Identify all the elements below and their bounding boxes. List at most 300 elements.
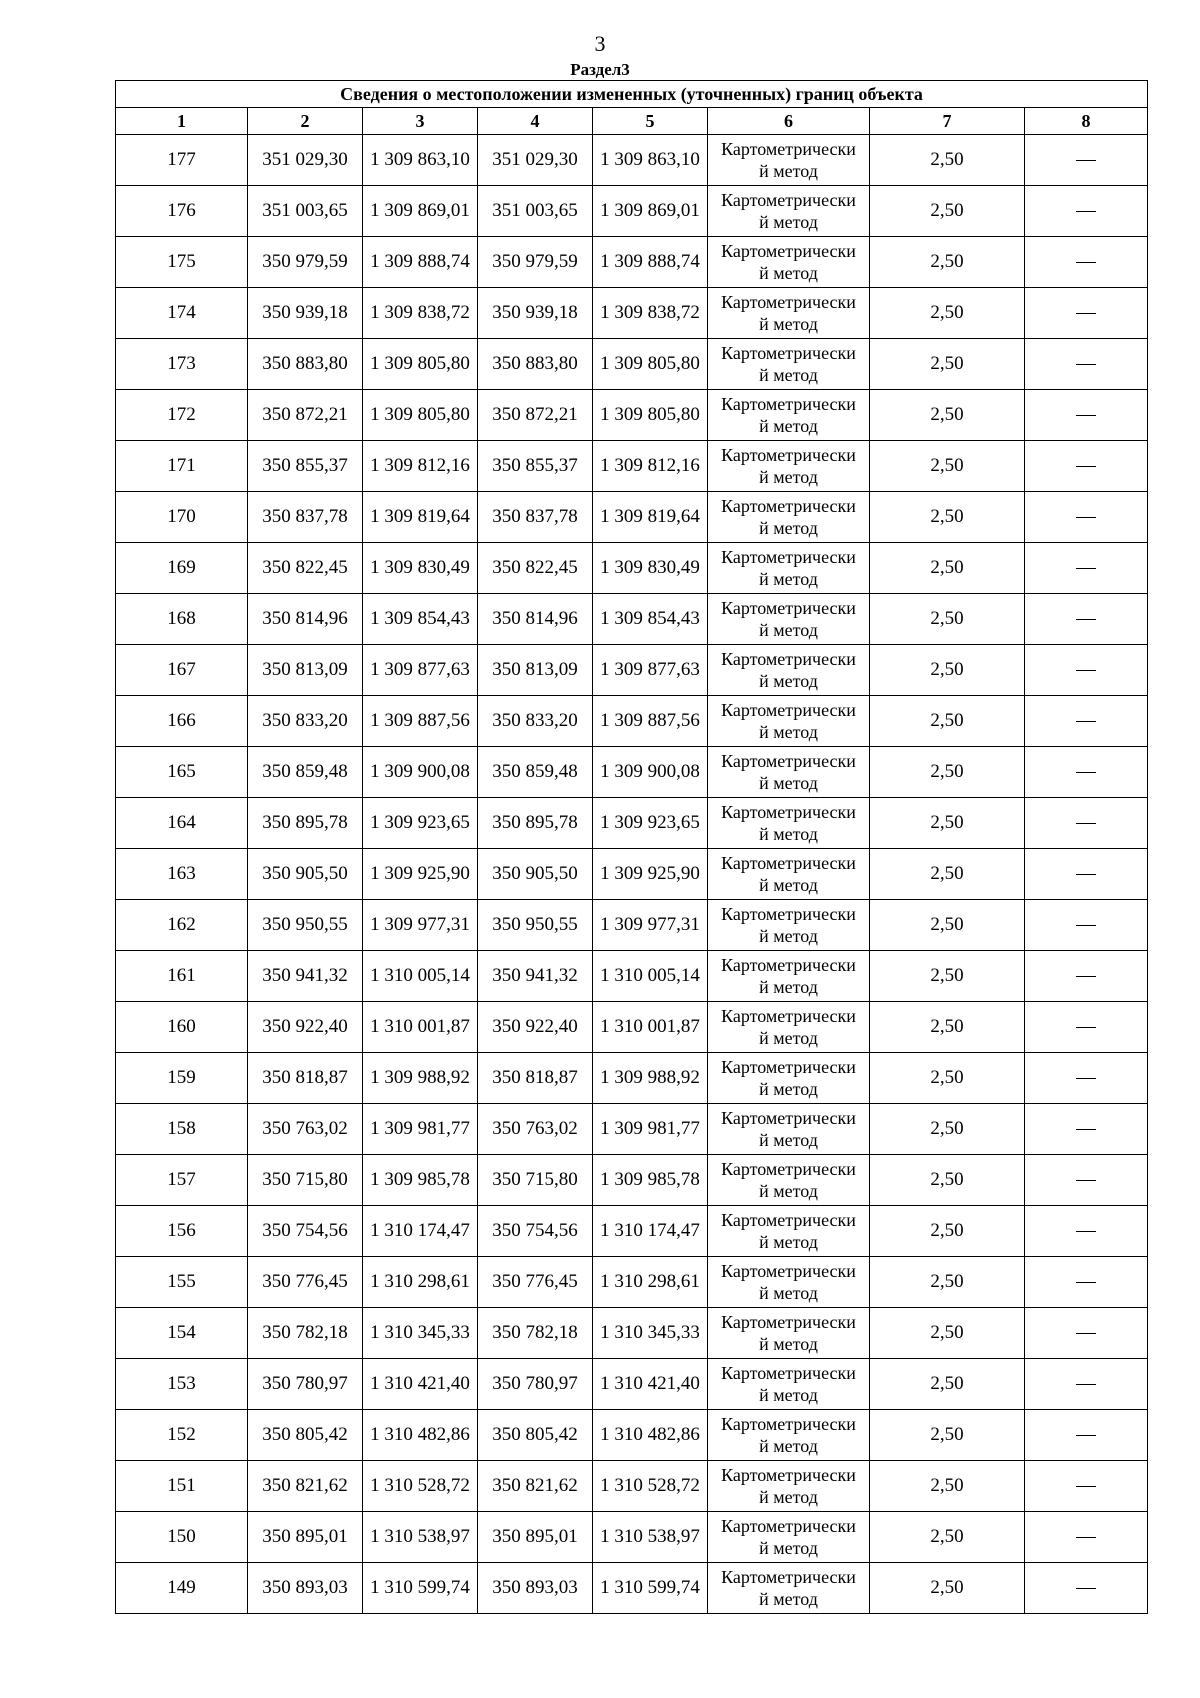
table-row (116, 1461, 1148, 1512)
dash-mark (1076, 1435, 1096, 1436)
dash-mark (1076, 313, 1096, 314)
point-number-cell: 161 (116, 951, 248, 1002)
method-line: Картометрически (721, 1006, 856, 1026)
existing-y-cell: 1 309 805,80 (363, 390, 478, 441)
method-cell (708, 1359, 870, 1410)
table-row (116, 1155, 1148, 1206)
dash-mark (1076, 517, 1096, 518)
existing-y-cell: 1 310 174,47 (363, 1206, 478, 1257)
existing-x-cell: 350 941,32 (248, 951, 363, 1002)
new-x-cell: 350 818,87 (478, 1053, 593, 1104)
method-line: Картометрически (721, 1312, 856, 1332)
dash-mark (1076, 1333, 1096, 1334)
existing-x-cell: 350 818,87 (248, 1053, 363, 1104)
new-y-cell: 1 309 925,90 (593, 849, 708, 900)
table-row (116, 798, 1148, 849)
existing-y-cell: 1 310 005,14 (363, 951, 478, 1002)
new-x-cell: 350 883,80 (478, 339, 593, 390)
new-x-cell: 350 893,03 (478, 1563, 593, 1614)
method-cell (708, 288, 870, 339)
accuracy-cell: 2,50 (870, 288, 1025, 339)
point-number-cell: 158 (116, 1104, 248, 1155)
existing-x-cell: 350 979,59 (248, 237, 363, 288)
description-cell (1025, 1461, 1148, 1512)
existing-y-cell: 1 310 599,74 (363, 1563, 478, 1614)
point-number-cell: 163 (116, 849, 248, 900)
method-line: й метод (759, 1232, 818, 1252)
method-line: й метод (759, 1589, 818, 1609)
new-y-cell: 1 310 298,61 (593, 1257, 708, 1308)
new-x-cell: 350 814,96 (478, 594, 593, 645)
existing-y-cell: 1 309 877,63 (363, 645, 478, 696)
new-y-cell: 1 309 869,01 (593, 186, 708, 237)
existing-y-cell: 1 309 805,80 (363, 339, 478, 390)
description-cell (1025, 1104, 1148, 1155)
existing-x-cell: 350 872,21 (248, 390, 363, 441)
description-cell (1025, 951, 1148, 1002)
existing-x-cell: 350 922,40 (248, 1002, 363, 1053)
new-x-cell: 350 950,55 (478, 900, 593, 951)
table-row (116, 951, 1148, 1002)
dash-mark (1076, 976, 1096, 977)
point-number-cell: 167 (116, 645, 248, 696)
existing-y-cell: 1 309 854,43 (363, 594, 478, 645)
method-line: й метод (759, 977, 818, 997)
method-line: й метод (759, 1283, 818, 1303)
existing-x-cell: 350 855,37 (248, 441, 363, 492)
new-y-cell: 1 309 863,10 (593, 135, 708, 186)
method-cell (708, 849, 870, 900)
point-number-cell: 173 (116, 339, 248, 390)
new-y-cell: 1 310 001,87 (593, 1002, 708, 1053)
new-y-cell: 1 310 005,14 (593, 951, 708, 1002)
page-number: 3 (594, 31, 606, 56)
table-row (116, 594, 1148, 645)
method-line: Картометрически (721, 241, 856, 261)
table-row (116, 441, 1148, 492)
existing-y-cell: 1 309 830,49 (363, 543, 478, 594)
point-number-cell: 172 (116, 390, 248, 441)
accuracy-cell: 2,50 (870, 441, 1025, 492)
existing-x-cell: 350 763,02 (248, 1104, 363, 1155)
accuracy-cell: 2,50 (870, 390, 1025, 441)
existing-y-cell: 1 309 985,78 (363, 1155, 478, 1206)
table-row (116, 543, 1148, 594)
point-number-cell: 156 (116, 1206, 248, 1257)
new-x-cell: 350 715,80 (478, 1155, 593, 1206)
dash-mark (1076, 670, 1096, 671)
dash-mark (1076, 1231, 1096, 1232)
method-cell (708, 645, 870, 696)
description-cell (1025, 1512, 1148, 1563)
accuracy-cell: 2,50 (870, 1410, 1025, 1461)
dash-mark (1076, 211, 1096, 212)
point-number-cell: 151 (116, 1461, 248, 1512)
method-line: Картометрически (721, 649, 856, 669)
new-y-cell: 1 309 988,92 (593, 1053, 708, 1104)
new-x-cell: 351 029,30 (478, 135, 593, 186)
existing-x-cell: 350 939,18 (248, 288, 363, 339)
description-cell (1025, 186, 1148, 237)
new-x-cell: 350 822,45 (478, 543, 593, 594)
existing-x-cell: 350 814,96 (248, 594, 363, 645)
accuracy-cell: 2,50 (870, 951, 1025, 1002)
method-line: й метод (759, 518, 818, 538)
point-number-cell: 159 (116, 1053, 248, 1104)
dash-mark (1076, 1282, 1096, 1283)
column-number: 5 (593, 108, 708, 135)
dash-mark (1076, 415, 1096, 416)
description-cell (1025, 492, 1148, 543)
method-line: й метод (759, 314, 818, 334)
point-number-cell: 157 (116, 1155, 248, 1206)
point-number-cell: 165 (116, 747, 248, 798)
method-line: Картометрически (721, 1363, 856, 1383)
new-y-cell: 1 309 805,80 (593, 390, 708, 441)
dash-mark (1076, 1078, 1096, 1079)
column-number: 3 (363, 108, 478, 135)
accuracy-cell: 2,50 (870, 1053, 1025, 1104)
table-body (116, 135, 1148, 1614)
accuracy-cell: 2,50 (870, 798, 1025, 849)
table-row (116, 1410, 1148, 1461)
method-line: Картометрически (721, 445, 856, 465)
existing-x-cell: 350 895,78 (248, 798, 363, 849)
new-y-cell: 1 309 830,49 (593, 543, 708, 594)
method-line: й метод (759, 1028, 818, 1048)
table-row (116, 1104, 1148, 1155)
existing-x-cell: 350 813,09 (248, 645, 363, 696)
existing-x-cell: 350 715,80 (248, 1155, 363, 1206)
existing-y-cell: 1 309 888,74 (363, 237, 478, 288)
description-cell (1025, 288, 1148, 339)
existing-y-cell: 1 310 421,40 (363, 1359, 478, 1410)
point-number-cell: 170 (116, 492, 248, 543)
table-row (116, 1308, 1148, 1359)
method-line: й метод (759, 161, 818, 181)
new-x-cell: 350 855,37 (478, 441, 593, 492)
existing-y-cell: 1 309 887,56 (363, 696, 478, 747)
method-line: й метод (759, 1436, 818, 1456)
existing-y-cell: 1 309 863,10 (363, 135, 478, 186)
point-number-cell: 177 (116, 135, 248, 186)
description-cell (1025, 645, 1148, 696)
column-number: 7 (870, 108, 1025, 135)
point-number-cell: 160 (116, 1002, 248, 1053)
accuracy-cell: 2,50 (870, 645, 1025, 696)
method-line: Картометрически (721, 1057, 856, 1077)
accuracy-cell: 2,50 (870, 1461, 1025, 1512)
table-row (116, 747, 1148, 798)
column-number: 8 (1025, 108, 1148, 135)
method-line: Картометрически (721, 1465, 856, 1485)
method-line: Картометрически (721, 1516, 856, 1536)
table-row (116, 390, 1148, 441)
dash-mark (1076, 364, 1096, 365)
existing-y-cell: 1 310 482,86 (363, 1410, 478, 1461)
new-y-cell: 1 309 887,56 (593, 696, 708, 747)
new-y-cell: 1 310 421,40 (593, 1359, 708, 1410)
new-x-cell: 350 763,02 (478, 1104, 593, 1155)
accuracy-cell: 2,50 (870, 594, 1025, 645)
new-y-cell: 1 309 923,65 (593, 798, 708, 849)
new-y-cell: 1 309 819,64 (593, 492, 708, 543)
existing-x-cell: 350 754,56 (248, 1206, 363, 1257)
description-cell (1025, 237, 1148, 288)
existing-x-cell: 350 950,55 (248, 900, 363, 951)
new-y-cell: 1 310 528,72 (593, 1461, 708, 1512)
method-line: й метод (759, 467, 818, 487)
dash-mark (1076, 466, 1096, 467)
method-cell (708, 1308, 870, 1359)
accuracy-cell: 2,50 (870, 237, 1025, 288)
point-number-cell: 166 (116, 696, 248, 747)
existing-y-cell: 1 309 869,01 (363, 186, 478, 237)
method-cell (708, 900, 870, 951)
table-row (116, 696, 1148, 747)
accuracy-cell: 2,50 (870, 1155, 1025, 1206)
method-cell (708, 339, 870, 390)
method-line: Картометрически (721, 853, 856, 873)
method-line: й метод (759, 824, 818, 844)
new-x-cell: 350 754,56 (478, 1206, 593, 1257)
point-number-cell: 171 (116, 441, 248, 492)
existing-y-cell: 1 309 812,16 (363, 441, 478, 492)
existing-x-cell: 350 837,78 (248, 492, 363, 543)
accuracy-cell: 2,50 (870, 696, 1025, 747)
new-x-cell: 350 782,18 (478, 1308, 593, 1359)
coordinates-table (115, 80, 1148, 1614)
existing-x-cell: 351 003,65 (248, 186, 363, 237)
column-number: 4 (478, 108, 593, 135)
existing-y-cell: 1 309 819,64 (363, 492, 478, 543)
point-number-cell: 169 (116, 543, 248, 594)
description-cell (1025, 1002, 1148, 1053)
dash-mark (1076, 1486, 1096, 1487)
point-number-cell: 149 (116, 1563, 248, 1614)
accuracy-cell: 2,50 (870, 1359, 1025, 1410)
new-x-cell: 351 003,65 (478, 186, 593, 237)
method-cell (708, 1257, 870, 1308)
description-cell (1025, 900, 1148, 951)
table-row (116, 1053, 1148, 1104)
method-cell (708, 441, 870, 492)
method-line: Картометрически (721, 1210, 856, 1230)
table-row (116, 1512, 1148, 1563)
method-cell (708, 1206, 870, 1257)
description-cell (1025, 849, 1148, 900)
method-line: Картометрически (721, 700, 856, 720)
column-number: 2 (248, 108, 363, 135)
description-cell (1025, 1359, 1148, 1410)
method-cell (708, 951, 870, 1002)
method-cell (708, 1155, 870, 1206)
existing-x-cell: 350 805,42 (248, 1410, 363, 1461)
method-line: й метод (759, 773, 818, 793)
description-cell (1025, 1563, 1148, 1614)
new-y-cell: 1 310 482,86 (593, 1410, 708, 1461)
new-y-cell: 1 309 812,16 (593, 441, 708, 492)
dash-mark (1076, 160, 1096, 161)
method-cell (708, 696, 870, 747)
dash-mark (1076, 1027, 1096, 1028)
method-line: Картометрически (721, 343, 856, 363)
new-x-cell: 350 895,78 (478, 798, 593, 849)
new-y-cell: 1 309 977,31 (593, 900, 708, 951)
accuracy-cell: 2,50 (870, 1206, 1025, 1257)
existing-y-cell: 1 310 538,97 (363, 1512, 478, 1563)
point-number-cell: 153 (116, 1359, 248, 1410)
dash-mark (1076, 1537, 1096, 1538)
accuracy-cell: 2,50 (870, 1563, 1025, 1614)
new-y-cell: 1 310 174,47 (593, 1206, 708, 1257)
method-line: й метод (759, 1130, 818, 1150)
method-line: й метод (759, 671, 818, 691)
existing-x-cell: 350 905,50 (248, 849, 363, 900)
point-number-cell: 162 (116, 900, 248, 951)
accuracy-cell: 2,50 (870, 135, 1025, 186)
new-x-cell: 350 872,21 (478, 390, 593, 441)
existing-y-cell: 1 309 988,92 (363, 1053, 478, 1104)
new-x-cell: 350 805,42 (478, 1410, 593, 1461)
description-cell (1025, 1053, 1148, 1104)
method-line: Картометрически (721, 190, 856, 210)
method-line: й метод (759, 263, 818, 283)
method-line: Картометрически (721, 751, 856, 771)
description-cell (1025, 1206, 1148, 1257)
dash-mark (1076, 772, 1096, 773)
accuracy-cell: 2,50 (870, 339, 1025, 390)
new-x-cell: 350 895,01 (478, 1512, 593, 1563)
table-row (116, 900, 1148, 951)
method-cell (708, 1512, 870, 1563)
existing-y-cell: 1 309 981,77 (363, 1104, 478, 1155)
method-line: й метод (759, 416, 818, 436)
accuracy-cell: 2,50 (870, 1257, 1025, 1308)
description-cell (1025, 798, 1148, 849)
point-number-cell: 150 (116, 1512, 248, 1563)
method-cell (708, 1410, 870, 1461)
existing-x-cell: 350 833,20 (248, 696, 363, 747)
existing-y-cell: 1 310 528,72 (363, 1461, 478, 1512)
dash-mark (1076, 925, 1096, 926)
method-line: Картометрически (721, 1108, 856, 1128)
accuracy-cell: 2,50 (870, 1308, 1025, 1359)
existing-x-cell: 350 782,18 (248, 1308, 363, 1359)
table-row (116, 645, 1148, 696)
new-y-cell: 1 310 345,33 (593, 1308, 708, 1359)
new-x-cell: 350 833,20 (478, 696, 593, 747)
new-y-cell: 1 309 838,72 (593, 288, 708, 339)
method-line: й метод (759, 569, 818, 589)
method-line: Картометрически (721, 955, 856, 975)
existing-x-cell: 350 893,03 (248, 1563, 363, 1614)
new-y-cell: 1 309 805,80 (593, 339, 708, 390)
new-x-cell: 350 941,32 (478, 951, 593, 1002)
dash-mark (1076, 568, 1096, 569)
method-line: Картометрически (721, 904, 856, 924)
method-cell (708, 798, 870, 849)
point-number-cell: 174 (116, 288, 248, 339)
new-x-cell: 350 837,78 (478, 492, 593, 543)
description-cell (1025, 339, 1148, 390)
point-number-cell: 164 (116, 798, 248, 849)
table-row (116, 1002, 1148, 1053)
new-y-cell: 1 309 877,63 (593, 645, 708, 696)
dash-mark (1076, 874, 1096, 875)
existing-y-cell: 1 309 925,90 (363, 849, 478, 900)
column-number-row (116, 108, 1148, 135)
method-line: й метод (759, 1181, 818, 1201)
method-cell (708, 1002, 870, 1053)
accuracy-cell: 2,50 (870, 543, 1025, 594)
method-line: й метод (759, 1334, 818, 1354)
column-number: 1 (116, 108, 248, 135)
dash-mark (1076, 1588, 1096, 1589)
method-cell (708, 1104, 870, 1155)
method-line: й метод (759, 926, 818, 946)
accuracy-cell: 2,50 (870, 186, 1025, 237)
method-line: Картометрически (721, 1261, 856, 1281)
table-row (116, 1563, 1148, 1614)
new-y-cell: 1 309 854,43 (593, 594, 708, 645)
new-y-cell: 1 309 981,77 (593, 1104, 708, 1155)
accuracy-cell: 2,50 (870, 849, 1025, 900)
dash-mark (1076, 1129, 1096, 1130)
method-cell (708, 543, 870, 594)
method-line: Картометрически (721, 1414, 856, 1434)
table-row (116, 492, 1148, 543)
method-cell (708, 390, 870, 441)
point-number-cell: 168 (116, 594, 248, 645)
existing-y-cell: 1 310 345,33 (363, 1308, 478, 1359)
method-line: й метод (759, 365, 818, 385)
column-number: 6 (708, 108, 870, 135)
method-cell (708, 492, 870, 543)
new-x-cell: 350 939,18 (478, 288, 593, 339)
existing-y-cell: 1 309 900,08 (363, 747, 478, 798)
method-line: Картометрически (721, 1159, 856, 1179)
description-cell (1025, 1257, 1148, 1308)
method-cell (708, 135, 870, 186)
method-line: Картометрически (721, 292, 856, 312)
table-row (116, 1257, 1148, 1308)
table-row (116, 1206, 1148, 1257)
table-row (116, 1359, 1148, 1410)
accuracy-cell: 2,50 (870, 492, 1025, 543)
method-line: й метод (759, 1487, 818, 1507)
dash-mark (1076, 619, 1096, 620)
method-cell (708, 1461, 870, 1512)
existing-y-cell: 1 309 838,72 (363, 288, 478, 339)
description-cell (1025, 135, 1148, 186)
method-line: й метод (759, 875, 818, 895)
point-number-cell: 176 (116, 186, 248, 237)
method-line: Картометрически (721, 598, 856, 618)
existing-x-cell: 350 883,80 (248, 339, 363, 390)
method-cell (708, 594, 870, 645)
accuracy-cell: 2,50 (870, 1104, 1025, 1155)
accuracy-cell: 2,50 (870, 1512, 1025, 1563)
accuracy-cell: 2,50 (870, 900, 1025, 951)
method-line: Картометрически (721, 139, 856, 159)
method-cell (708, 186, 870, 237)
method-cell (708, 1563, 870, 1614)
table-row (116, 237, 1148, 288)
existing-x-cell: 350 776,45 (248, 1257, 363, 1308)
method-cell (708, 1053, 870, 1104)
new-x-cell: 350 905,50 (478, 849, 593, 900)
